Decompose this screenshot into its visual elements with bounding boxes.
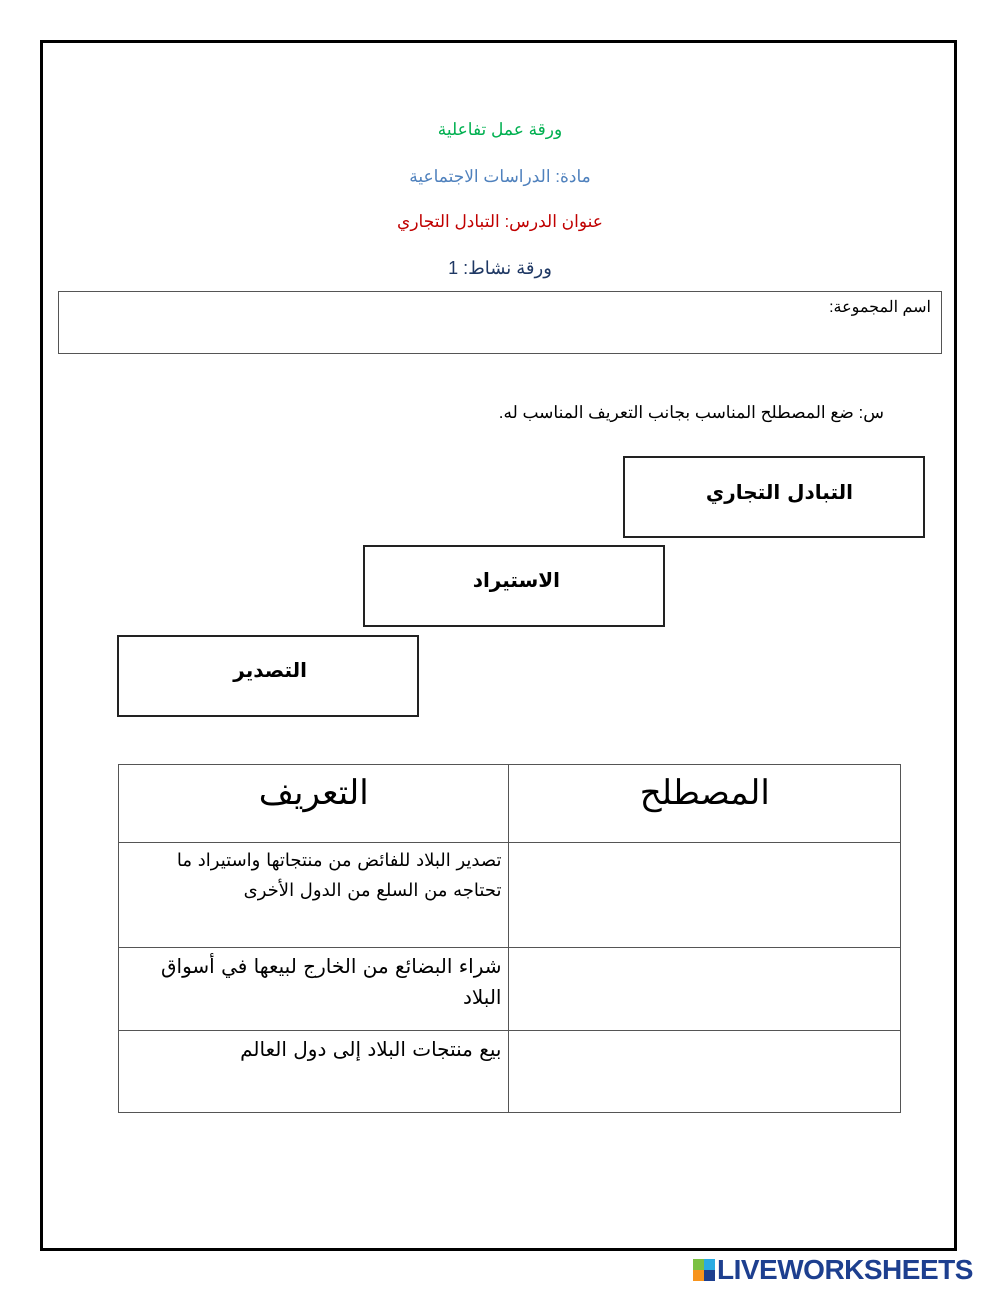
definitions-table — [118, 764, 901, 1113]
term-card-export[interactable] — [117, 635, 419, 717]
logo-squares-icon — [693, 1259, 715, 1281]
table-row — [119, 1031, 901, 1113]
table-header-row — [119, 765, 901, 843]
column-header-definition: التعريف — [119, 765, 509, 843]
worksheet-title: ورقة عمل تفاعلية — [437, 120, 563, 139]
definition-cell: بيع منتجات البلاد إلى دول العالم — [119, 1031, 509, 1113]
group-name-label: اسم المجموعة: — [829, 299, 931, 316]
term-card-label: الاستيراد — [472, 568, 560, 592]
term-card-label: التصدير — [233, 658, 307, 682]
liveworksheets-logo — [693, 1256, 973, 1284]
answer-drop-zone[interactable] — [509, 843, 901, 948]
group-name-box[interactable] — [58, 291, 942, 354]
lesson-title: عنوان الدرس: التبادل التجاري — [397, 212, 603, 231]
question-text: س: ضع المصطلح المناسب بجانب التعريف المناسب له. — [498, 403, 884, 422]
logo-text: LIVEWORKSHEETS — [717, 1254, 973, 1285]
table-row — [119, 948, 901, 1031]
definition-cell: تصدير البلاد للفائض من منتجاتها واستيراد ما تحتاجه من السلع من الدول الأخرى — [119, 843, 509, 948]
answer-drop-zone[interactable] — [509, 1031, 901, 1113]
term-card-trade-exchange[interactable] — [623, 456, 925, 538]
column-header-term: المصطلح — [509, 765, 901, 843]
term-card-label: التبادل التجاري — [705, 480, 853, 504]
activity-number: ورقة نشاط: 1 — [448, 258, 552, 278]
subject-line: مادة: الدراسات الاجتماعية — [409, 167, 591, 186]
answer-drop-zone[interactable] — [509, 948, 901, 1031]
definition-cell: شراء البضائع من الخارج لبيعها في أسواق البلاد — [119, 948, 509, 1031]
term-card-import[interactable] — [363, 545, 665, 627]
table-row — [119, 843, 901, 948]
